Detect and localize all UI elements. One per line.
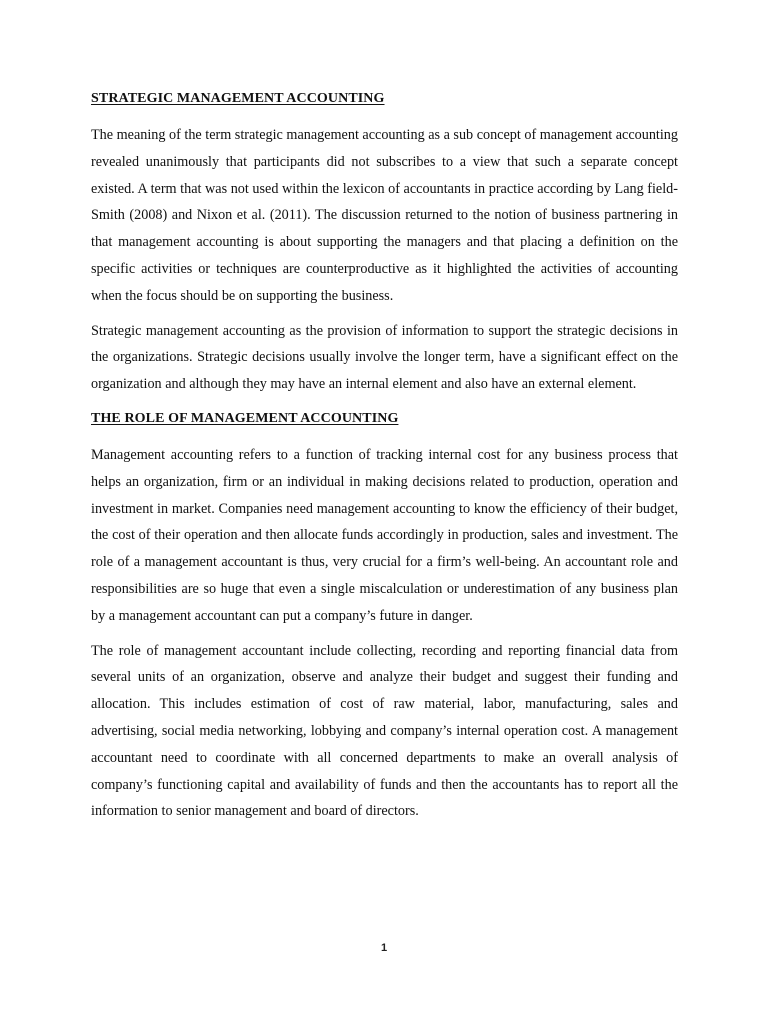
paragraph: The role of management accountant include collecting, recording and reporting financial data from several units of an organization, observe and analyze their budget and suggest their funding and allocation. This includes estimation of cost of raw material, labor, manufacturing, sales and advertising, social media networking, lobbying and company’s internal operation cost. A management accountant need to coordinate with all concerned departments to make an overall analysis of company’s functioning capital and availability of funds and then the accountants has to report all the information to senior management and board of directors. xyxy=(91,642,678,820)
paragraph: Strategic management accounting as the provision of information to support the strategic decisions in the organizations. Strategic decisions usually involve the longer term, have a significant effect on the organization and although they may have an internal element and also have an external element. xyxy=(91,322,678,393)
section-strategic-management-accounting xyxy=(91,86,678,398)
paragraph: The meaning of the term strategic management accounting as a sub concept of management accounting revealed unanimously that participants did not subscribes to a view that such a separate concept existed. A term that was not used within the lexicon of accountants in practice according by Lang field-Smith (2008) and Nixon et al. (2011). The discussion returned to the notion of business partnering in that management accounting is about supporting the managers and that placing a definition on the specific activities or techniques are counterproductive as it highlighted the activities of accounting when the focus should be on supporting the business. xyxy=(91,127,678,304)
page-number: 1 xyxy=(380,942,388,954)
section-role-of-management-accounting xyxy=(91,406,678,825)
section-heading: STRATEGIC MANAGEMENT ACCOUNTING xyxy=(91,91,385,106)
section-heading: THE ROLE OF MANAGEMENT ACCOUNTING xyxy=(91,410,399,426)
paragraph: Management accounting refers to a function of tracking internal cost for any business process that helps an organization, firm or an individual in making decisions related to production, operation and investment in market. Companies need management accounting to know the efficiency of their budget, the cost of their operation and then allocate funds accordingly in production, sales and investment. The role of a management accountant is thus, very crucial for a firm’s well-being. An accountant role and responsibilities are so huge that even a single miscalculation or underestimation of any business plan by a management accountant can put a company’s future in danger. xyxy=(91,446,678,624)
document-body xyxy=(91,86,678,833)
